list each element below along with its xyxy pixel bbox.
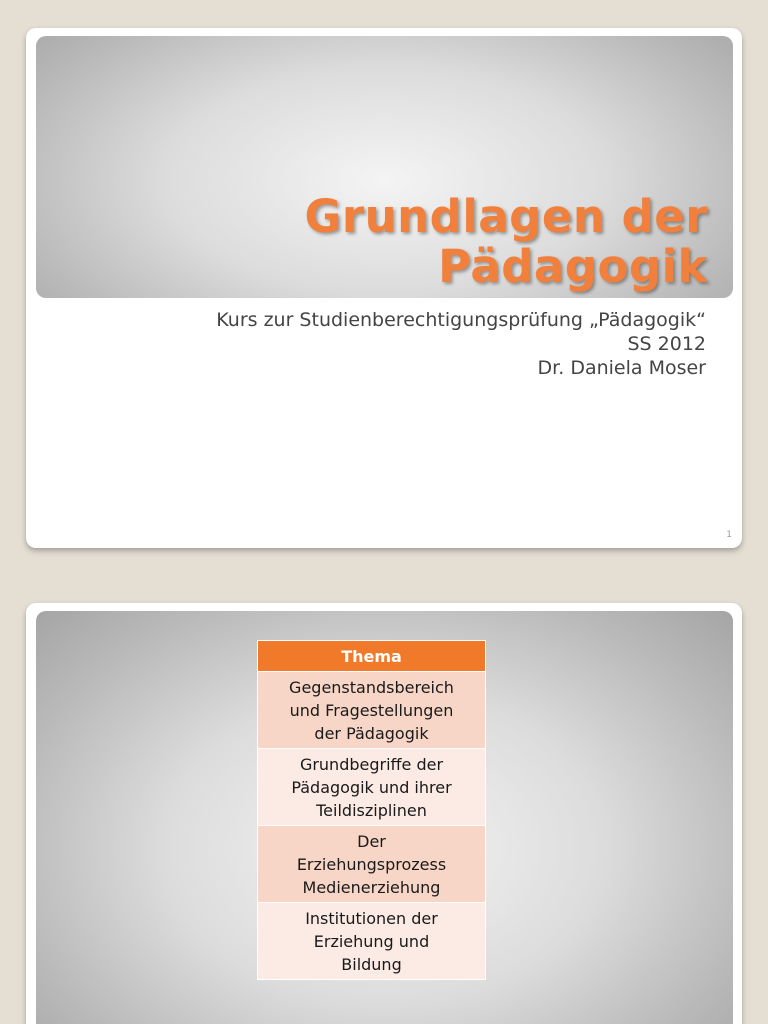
cell-line: und Fragestellungen	[289, 700, 454, 720]
cell-line: Der	[357, 831, 386, 851]
table-header-thema: Thema	[258, 641, 486, 672]
table-cell	[258, 903, 486, 980]
cell-line: Erziehung und	[313, 931, 430, 951]
table-row	[258, 826, 486, 903]
subtitle-course: Kurs zur Studienberechtigungsprüfung „Pädagogik“	[216, 309, 706, 331]
cell-line: Erziehungsprozess	[296, 854, 447, 874]
title-line-1: Grundlagen der	[304, 190, 708, 243]
cell-line: Grundbegriffe der	[299, 754, 444, 774]
subtitle-semester: SS 2012	[627, 333, 706, 355]
table-cell	[258, 672, 486, 749]
page-number: 1	[726, 530, 732, 540]
cell-line: Medienerziehung	[302, 877, 441, 897]
cell-line: Pädagogik und ihrer	[291, 777, 452, 797]
cell-line: Bildung	[341, 954, 402, 974]
table-row	[258, 672, 486, 749]
slide-title	[304, 192, 708, 292]
title-line-2: Pädagogik	[438, 240, 708, 293]
cell-line: der Pädagogik	[314, 723, 429, 743]
table-cell	[258, 826, 486, 903]
slide-subtitle	[216, 308, 706, 380]
slide-2[interactable]	[26, 603, 742, 1024]
slide-1[interactable]	[26, 28, 742, 548]
table-cell	[258, 749, 486, 826]
subtitle-author: Dr. Daniela Moser	[537, 357, 706, 379]
table-row	[258, 749, 486, 826]
table-row	[258, 903, 486, 980]
table-header-row	[258, 641, 486, 672]
cell-line: Institutionen der	[305, 908, 438, 928]
topics-table	[257, 640, 486, 980]
cell-line: Gegenstandsbereich	[289, 677, 454, 697]
cell-line: Teildisziplinen	[316, 800, 427, 820]
